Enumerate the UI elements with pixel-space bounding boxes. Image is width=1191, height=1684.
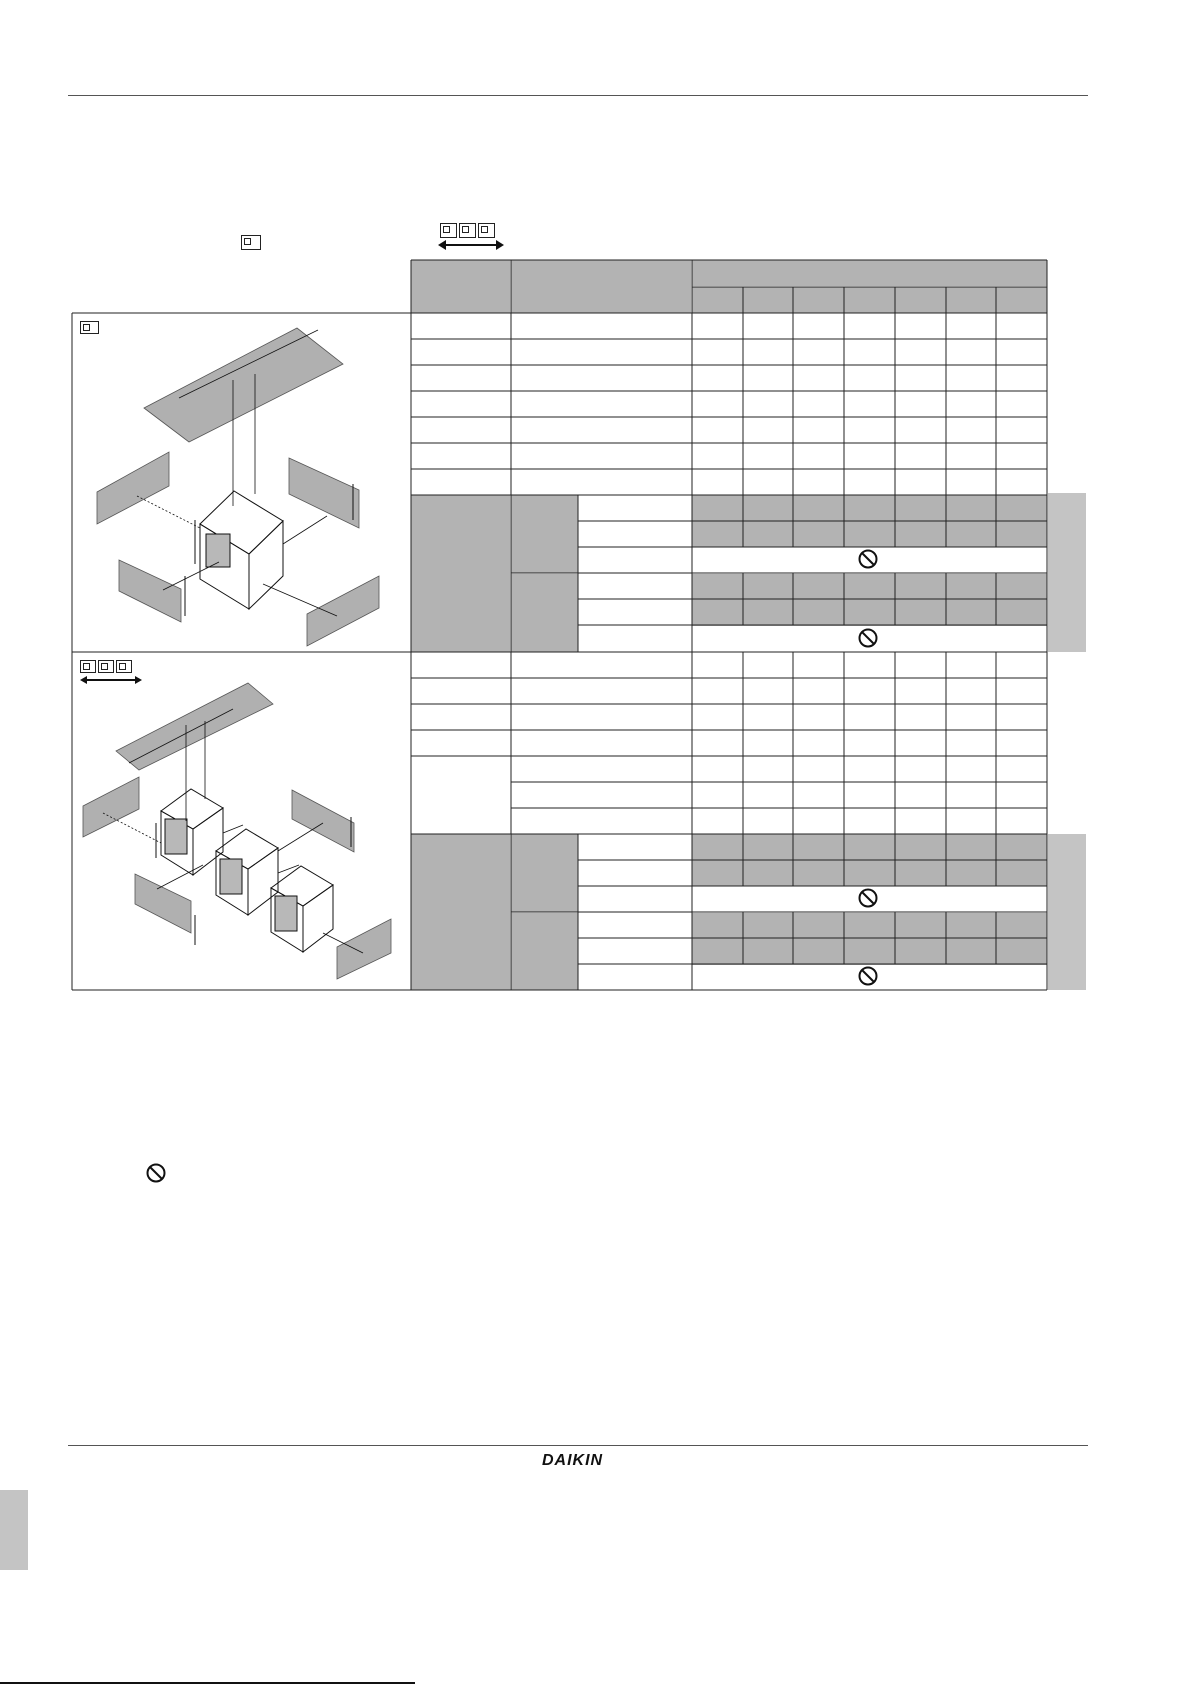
footnote-prohibited-icon	[145, 1162, 167, 1184]
single-unit-clearance-diagram	[73, 314, 411, 652]
multiple-units-icon	[80, 660, 144, 686]
prohibited-icon	[857, 548, 879, 570]
double-arrow-icon	[80, 675, 142, 685]
language-tab	[0, 1490, 28, 1570]
footer-rule	[68, 1445, 1088, 1446]
daikin-logo: DAIKIN	[542, 1452, 604, 1469]
prohibited-icon	[857, 627, 879, 649]
multiple-units-clearance-diagram	[73, 653, 411, 989]
prohibited-icon	[857, 887, 879, 909]
single-unit-icon	[80, 321, 99, 334]
side-tab-single	[1048, 493, 1086, 652]
prohibited-icon	[857, 965, 879, 987]
side-tab-multi	[1048, 834, 1086, 990]
